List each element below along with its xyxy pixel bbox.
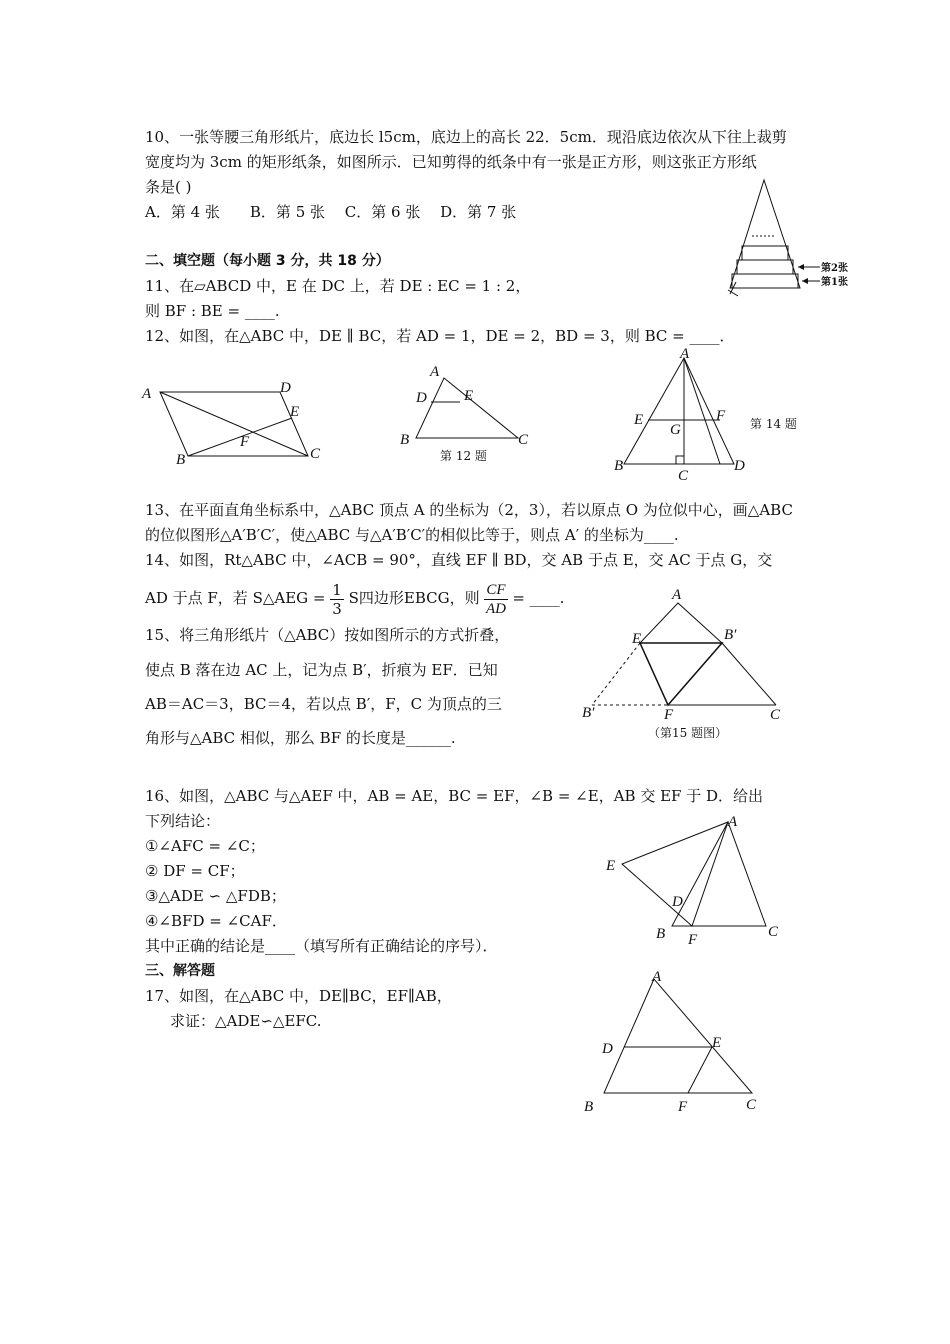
frac2-den: AD: [485, 600, 506, 617]
frac1-den: 3: [332, 599, 342, 618]
q10-options: A．第 4 张 B．第 5 张 C．第 6 张 D．第 7 张: [145, 203, 517, 221]
label-E: E: [606, 858, 616, 874]
q11-line2: 则 BF : BE = ____.: [145, 302, 280, 320]
label-A: A: [680, 346, 690, 362]
label-B: B: [400, 432, 410, 448]
q12-figure: [398, 362, 548, 462]
label-D: D: [280, 380, 291, 396]
label-G: G: [670, 422, 681, 438]
q16-line7: 其中正确的结论是____（填写所有正确结论的序号）．: [145, 937, 498, 955]
q15-figure: [580, 585, 810, 745]
q14-line2-c: = ____.: [512, 589, 565, 607]
label-B: B: [614, 458, 624, 474]
q15-line1: 15、将三角形纸片（△ABC）按如图所示的方式折叠，: [145, 626, 510, 644]
q14-figure: [610, 346, 810, 484]
label-E: E: [712, 1035, 722, 1051]
label-A: A: [728, 814, 738, 830]
q10-line1: 10、一张等腰三角形纸片，底边长 l5cm，底边上的高长 22．5cm．现沿底边依次从下往上裁剪: [145, 128, 787, 146]
q11-line1: 11、在▱ABCD 中，E 在 DC 上，若 DE : EC = 1 : 2，: [145, 277, 531, 295]
label-B: B: [656, 926, 666, 942]
q13-line2: 的位似图形△A′B′C′，使△ABC 与△A′B′C′的相似比等于，则点 A′ 的坐标为____.: [145, 526, 679, 544]
label-B: B: [176, 452, 186, 468]
label-C: C: [678, 468, 689, 484]
q16-line1: 16、如图，△ABC 与△AEF 中，AB = AE，BC = EF，∠B = ∠E，AB 交 EF 于 D．给出: [145, 787, 764, 805]
label-C: C: [768, 924, 779, 940]
q16-c4: ④∠BFD = ∠CAF．: [145, 912, 287, 930]
label-D: D: [416, 390, 427, 406]
label-E: E: [634, 412, 644, 428]
q14-line1: 14、如图，Rt△ABC 中，∠ACB = 90°，直线 EF ∥ BD，交 AB 于点 E，交 AC 于点 G，交: [145, 551, 773, 569]
label-F: F: [688, 932, 698, 948]
label-C: C: [518, 432, 529, 448]
label-E: E: [290, 404, 300, 420]
label-Bp: B′: [724, 627, 737, 643]
q16-c3: ③△ADE ∽ △FDB；: [145, 887, 286, 905]
label-F: F: [716, 408, 726, 424]
q17-line2: 求证：△ADE∽△EFC.: [170, 1012, 322, 1030]
q14-fig-caption: 第 14 题: [750, 417, 797, 431]
label-D: D: [672, 894, 683, 910]
q12-caption: 第 12 题: [440, 449, 487, 463]
q16-c1: ①∠AFC = ∠C；: [145, 837, 265, 855]
label-A: A: [652, 969, 662, 985]
q14-line2-a: AD 于点 F，若 S△AEG =: [145, 589, 331, 607]
q14-frac1: [330, 581, 344, 618]
fig-label-strip2: 第2张: [821, 263, 848, 274]
q14-frac2: [484, 581, 507, 618]
q14-line2: [145, 578, 564, 618]
q15-caption: （第15 题图）: [648, 726, 728, 740]
q12-text: 12、如图，在△ABC 中，DE ∥ BC，若 AD = 1，DE = 2，BD = 3，则 BC = ____．: [145, 327, 735, 345]
label-Bp2: B′: [582, 705, 595, 721]
section3-heading: 三、解答题: [145, 963, 215, 979]
label-B: B: [584, 1099, 594, 1115]
label-A: A: [672, 587, 682, 603]
section2-heading: 二、填空题（每小题 3 分，共 18 分）: [145, 253, 390, 269]
q16-c2: ② DF = CF；: [145, 862, 245, 880]
label-E: E: [464, 388, 474, 404]
q16-figure: [600, 808, 800, 948]
q17-line1: 17、如图，在△ABC 中，DE∥BC，EF∥AB，: [145, 987, 452, 1005]
label-C: C: [770, 707, 781, 723]
q16-line2: 下列结论：: [145, 812, 221, 830]
label-A: A: [142, 386, 152, 402]
q14-line2-b: S四边形EBCG，则: [348, 589, 480, 607]
q11-figure: [140, 380, 340, 470]
q17-figure: [580, 965, 780, 1115]
label-A: A: [430, 364, 440, 380]
q10-line2: 宽度均为 3cm 的矩形纸条，如图所示．已知剪得的纸条中有一张是正方形，则这张正方形纸: [145, 153, 757, 171]
q13-line1: 13、在平面直角坐标系中，△ABC 顶点 A 的坐标为（2，3），若以原点 O 为位似中心，画△ABC: [145, 501, 793, 519]
frac1-num: 1: [332, 580, 342, 599]
label-C: C: [746, 1097, 757, 1113]
q15-line2: 使点 B 落在边 AC 上，记为点 B′，折痕为 EF．已知: [145, 661, 498, 679]
label-F: F: [664, 707, 674, 723]
label-E: E: [632, 631, 642, 647]
q15-line3: AB＝AC＝3，BC＝4，若以点 B′，F，C 为顶点的三: [145, 695, 502, 713]
q10-figure: [720, 178, 848, 308]
label-D: D: [602, 1041, 613, 1057]
label-D: D: [734, 458, 745, 474]
fig-label-strip1: 第1张: [821, 277, 848, 288]
frac2-num: CF: [486, 581, 506, 598]
label-F: F: [678, 1099, 688, 1115]
q10-line3: 条是( ): [145, 178, 192, 196]
label-C: C: [310, 446, 321, 462]
q15-line4: 角形与△ABC 相似，那么 BF 的长度是______.: [145, 729, 456, 747]
label-F: F: [240, 434, 250, 450]
